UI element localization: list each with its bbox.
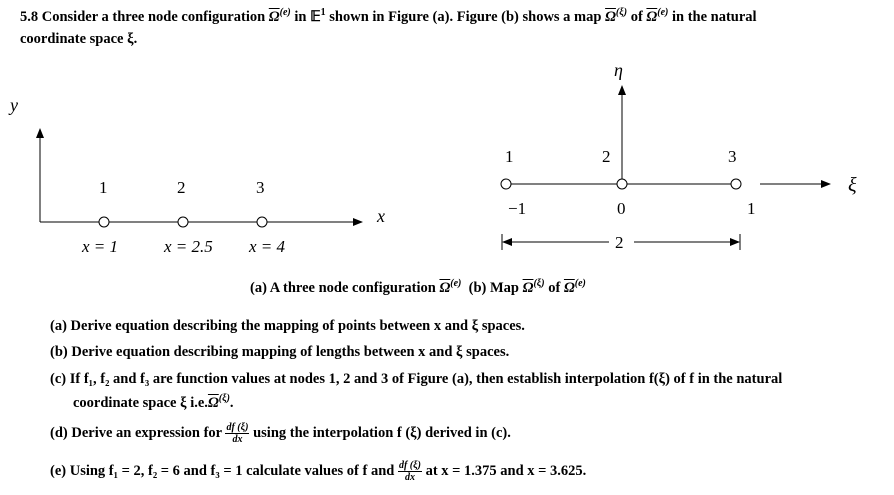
node-1 <box>501 179 511 189</box>
node-label-3: 3 <box>728 147 737 166</box>
length-label: 2 <box>615 233 624 252</box>
x-axis-label: x <box>377 206 385 226</box>
question-c-line1: (c) If f₁, f₂ and f₃ are function values at nodes 1, 2 and 3 of Figure (a), then establish interpolation f(ξ) of f in the natural <box>50 371 783 387</box>
caption-b: (b) Map <box>468 280 519 296</box>
node-label-1: 1 <box>505 147 514 166</box>
problem-number: 5.8 <box>20 9 39 25</box>
coord-label-1: 1 <box>747 199 756 218</box>
question-b: (b) Derive equation describing mapping of lengths between x and ξ spaces. <box>50 344 510 360</box>
y-axis-label: y <box>10 95 18 115</box>
node-label-2: 2 <box>602 147 611 166</box>
coord-label-1: x = 1 <box>82 237 119 256</box>
node-label-1: 1 <box>99 178 108 197</box>
eta-axis-label: η <box>614 60 623 80</box>
node-label-2: 2 <box>177 178 186 197</box>
figure-captions: (a) A three node configuration $\overline{\Omega}^{(e)}$ (b) Map $\overline{\Omega}^{(\xi)}$ of $\overline{\Omega}^{(e)}$ <box>250 278 586 296</box>
question-c-line2: coordinate space ξ $i.e.\overline{\Omega}^{(\xi)}$. <box>73 393 234 411</box>
coord-label-2: x = 2.5 <box>164 237 213 256</box>
xi-axis-label: ξ <box>848 174 857 196</box>
question-a: (a) Derive equation describing the mapping of points between x and ξ spaces. <box>50 318 525 334</box>
figure-b <box>501 60 857 252</box>
node-2 <box>617 179 627 189</box>
node-3 <box>257 217 267 227</box>
derivative-fraction: $\frac{df (\xi)}{dx}$ <box>226 422 249 445</box>
caption-a: (a) A three node configuration <box>250 280 436 296</box>
node-3 <box>731 179 741 189</box>
coord-label-minus1: −1 <box>508 199 527 218</box>
question-d: (d) Derive an expression for $\frac{df (\xi)}{dx}$ using the interpolation f (ξ) derived in (c). <box>50 422 511 445</box>
question-e: (e) Using f₁ = 2, f₂ = 6 and f₃ = 1 calculate values of f and $\frac{df (\xi)}{dx}$ at x = 1.375 and x = 3.625. <box>50 460 587 483</box>
node-1 <box>99 217 109 227</box>
coord-label-0: 0 <box>617 199 626 218</box>
derivative-fraction: $\frac{df (\xi)}{dx}$ <box>398 460 421 483</box>
problem-statement: 5.8 Consider a three node configuration $\overline{\Omega}^{(e)}$ in 𝔼$^1$ shown in Figure (a). Figure (b) shows a map $\overline{\Omega}^{(\xi)}$ of $\overline{\Omega}^{(e)}$ in the natural coordinate space ξ. <box>20 7 757 47</box>
coord-label-3: x = 4 <box>249 237 286 256</box>
node-2 <box>178 217 188 227</box>
node-label-3: 3 <box>256 178 265 197</box>
figure-a <box>8 95 385 256</box>
